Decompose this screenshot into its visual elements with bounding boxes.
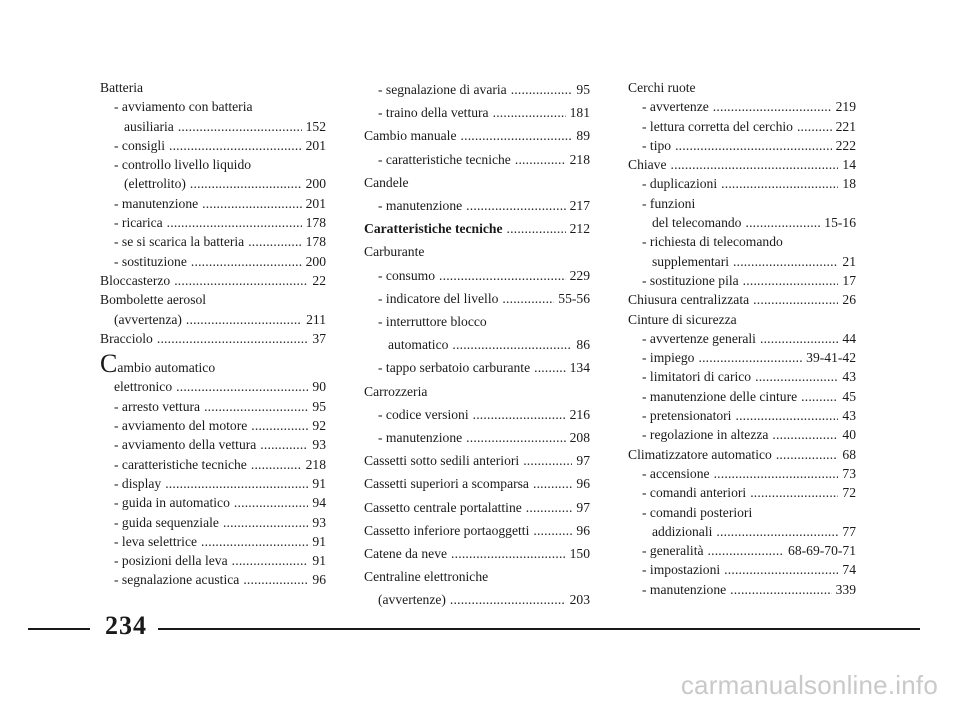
index-entry bbox=[100, 455, 326, 474]
dot-leader bbox=[533, 519, 572, 542]
index-entry-text: automatico bbox=[388, 337, 449, 353]
index-entry bbox=[100, 97, 326, 116]
index-entry-text: Bloccasterzo bbox=[100, 272, 171, 288]
dot-leader bbox=[439, 264, 566, 287]
index-entry bbox=[100, 570, 326, 589]
index-entry-text: - guida sequenziale bbox=[114, 514, 219, 530]
index-entry bbox=[628, 271, 856, 290]
index-entry bbox=[364, 78, 590, 101]
dot-leader bbox=[174, 271, 308, 290]
index-entry-page: 219 bbox=[835, 99, 856, 115]
index-entry-text: - codice versioni bbox=[378, 406, 469, 422]
dot-leader bbox=[724, 560, 838, 579]
index-entry-text: - ricarica bbox=[114, 215, 163, 231]
index-entry bbox=[364, 287, 590, 310]
index-entry-text: - interruttore blocco bbox=[378, 314, 487, 330]
index-entry bbox=[364, 403, 590, 426]
dot-leader bbox=[251, 455, 302, 474]
index-entry bbox=[100, 551, 326, 570]
index-entry bbox=[100, 271, 326, 290]
index-entry-text: - manutenzione bbox=[378, 198, 463, 214]
index-entry-text: Batteria bbox=[100, 80, 144, 95]
dot-leader bbox=[178, 117, 302, 136]
index-entry bbox=[628, 483, 856, 502]
dot-leader bbox=[167, 213, 302, 232]
index-entry bbox=[100, 310, 326, 329]
index-entry bbox=[628, 310, 856, 329]
index-entry bbox=[628, 329, 856, 348]
index-entry-page: 93 bbox=[312, 437, 326, 453]
dot-leader bbox=[675, 136, 832, 155]
index-entry bbox=[100, 474, 326, 493]
index-entry bbox=[628, 387, 856, 406]
index-entry bbox=[364, 426, 590, 449]
index-entry-page: 17 bbox=[842, 272, 856, 288]
dot-leader bbox=[452, 333, 572, 356]
index-entry-text: - caratteristiche tecniche bbox=[378, 151, 511, 167]
index-entry-text: - manutenzione bbox=[378, 430, 463, 446]
index-entry-text: elettronico bbox=[114, 379, 173, 395]
index-entry bbox=[628, 367, 856, 386]
index-entry bbox=[628, 560, 856, 579]
index-entry-text: - consigli bbox=[114, 137, 165, 153]
index-entry bbox=[628, 290, 856, 309]
dot-leader bbox=[234, 493, 309, 512]
index-entry-page: 217 bbox=[569, 198, 590, 214]
footer-rule-right bbox=[158, 628, 920, 630]
index-entry-page: 44 bbox=[842, 330, 856, 346]
index-entry-text: (avvertenze) bbox=[378, 592, 446, 608]
index-entry bbox=[628, 522, 856, 541]
index-entry-page: 216 bbox=[569, 406, 590, 422]
index-entry-page: 77 bbox=[842, 523, 856, 539]
index-entry-text: - indicatore del livello bbox=[378, 290, 499, 306]
index-entry-text: Chiusura centralizzata bbox=[628, 292, 750, 308]
index-entry bbox=[100, 252, 326, 271]
index-entry bbox=[364, 449, 590, 472]
page-number: 234 bbox=[105, 611, 147, 640]
index-entry bbox=[628, 232, 856, 251]
dot-leader bbox=[466, 194, 565, 217]
index-entry bbox=[364, 542, 590, 565]
index-entry-text: - tappo serbatoio carburante bbox=[378, 360, 531, 376]
index-entry-page: 18 bbox=[842, 176, 856, 192]
index-entry-page: 150 bbox=[569, 546, 590, 562]
dot-leader bbox=[202, 194, 301, 213]
index-entry-page: 181 bbox=[569, 105, 590, 121]
index-entry-text: - arresto vettura bbox=[114, 398, 201, 414]
dot-leader bbox=[251, 416, 308, 435]
index-entry-text: del telecomando bbox=[652, 215, 742, 231]
index-entry-text: - posizioni della leva bbox=[114, 553, 228, 569]
dot-leader bbox=[165, 474, 308, 493]
index-entry-text: Cambio manuale bbox=[364, 128, 457, 144]
index-entry bbox=[364, 217, 590, 240]
index-entry bbox=[628, 117, 856, 136]
index-entry bbox=[100, 117, 326, 136]
index-entry-text: - sostituzione bbox=[114, 253, 187, 269]
index-entry bbox=[364, 101, 590, 124]
index-entry bbox=[100, 155, 326, 174]
dot-leader bbox=[776, 445, 839, 464]
index-entry-page: 74 bbox=[842, 562, 856, 578]
index-entry-text: - controllo livello liquido bbox=[114, 157, 252, 173]
index-entry bbox=[100, 493, 326, 512]
index-entry-text: Carrozzeria bbox=[364, 383, 428, 399]
dot-leader bbox=[190, 174, 302, 193]
index-entry-text: - duplicazioni bbox=[642, 176, 718, 192]
index-entry-text: Climatizzatore automatico bbox=[628, 446, 772, 462]
index-entry-page: 201 bbox=[305, 195, 326, 211]
dot-leader bbox=[797, 117, 832, 136]
index-entry-text: - funzioni bbox=[642, 195, 696, 211]
index-entry-page: 229 bbox=[569, 267, 590, 283]
dot-leader bbox=[466, 426, 565, 449]
index-entry bbox=[628, 252, 856, 271]
index-entry-text: Cassetto centrale portalattine bbox=[364, 499, 522, 515]
index-entry bbox=[628, 464, 856, 483]
index-entry-page: 90 bbox=[312, 379, 326, 395]
index-entry bbox=[100, 136, 326, 155]
index-entry-text: - avviamento del motore bbox=[114, 418, 248, 434]
dot-leader bbox=[260, 435, 308, 454]
index-entry-text: Cerchi ruote bbox=[628, 80, 696, 95]
index-entry-text: - avvertenze bbox=[642, 99, 709, 115]
dot-leader bbox=[743, 271, 839, 290]
index-entry-page: 95 bbox=[312, 398, 326, 414]
dot-leader bbox=[745, 213, 820, 232]
index-entry bbox=[364, 333, 590, 356]
index-entry-page: 89 bbox=[576, 128, 590, 144]
index-entry-page: 91 bbox=[312, 553, 326, 569]
index-entry-text: - manutenzione bbox=[642, 581, 727, 597]
index-entry-page: 22 bbox=[312, 272, 326, 288]
index-entry-page: 94 bbox=[312, 495, 326, 511]
index-entry-page: 93 bbox=[312, 514, 326, 530]
index-entry bbox=[100, 532, 326, 551]
index-entry-text: - generalità bbox=[642, 543, 704, 559]
index-entry-text: ausiliaria bbox=[124, 118, 174, 134]
index-entry-text: - caratteristiche tecniche bbox=[114, 456, 247, 472]
index-entry-text: - manutenzione delle cinture bbox=[642, 388, 798, 404]
index-entry-text: Cassetti sotto sedili anteriori bbox=[364, 453, 520, 469]
index-entry-page: 96 bbox=[312, 572, 326, 588]
dot-leader bbox=[201, 532, 308, 551]
index-entry bbox=[628, 97, 856, 116]
index-entry-text: Cinture di sicurezza bbox=[628, 311, 737, 327]
index-entry-page: 134 bbox=[569, 360, 590, 376]
index-entry-text: Bracciolo bbox=[100, 330, 153, 346]
index-entry-text: - avvertenze generali bbox=[642, 330, 756, 346]
index-entry-text: - se si scarica la batteria bbox=[114, 234, 245, 250]
index-entry bbox=[628, 155, 856, 174]
index-entry-page: 339 bbox=[835, 581, 856, 597]
dot-leader bbox=[526, 496, 573, 519]
index-entry bbox=[100, 290, 326, 309]
index-entry-page: 68 bbox=[842, 446, 856, 462]
index-entry-text: Caratteristiche tecniche bbox=[364, 221, 503, 237]
index-entry-page: 212 bbox=[569, 221, 590, 237]
index-entry-page: 86 bbox=[576, 337, 590, 353]
index-entry-text: - impostazioni bbox=[642, 562, 721, 578]
index-entry-page: 152 bbox=[305, 118, 326, 134]
index-entry-text: - sostituzione pila bbox=[642, 272, 739, 288]
index-entry-page: 68-69-70-71 bbox=[788, 543, 856, 559]
index-entry bbox=[628, 213, 856, 232]
index-entry-text: Carburante bbox=[364, 244, 425, 260]
index-entry-text: Cassetto inferiore portaoggetti bbox=[364, 522, 530, 538]
dot-leader bbox=[248, 232, 301, 251]
index-entry-page: 72 bbox=[842, 485, 856, 501]
index-entry-page: 14 bbox=[842, 157, 856, 173]
index-entry-text: Cambio automatico bbox=[100, 349, 216, 379]
index-entry bbox=[100, 78, 326, 97]
index-entry bbox=[100, 397, 326, 416]
dot-leader bbox=[502, 287, 554, 310]
index-entry bbox=[100, 329, 326, 348]
index-entry bbox=[364, 588, 590, 611]
dot-leader bbox=[473, 403, 566, 426]
index-entry bbox=[364, 519, 590, 542]
dot-leader bbox=[735, 406, 838, 425]
index-entry-page: 15-16 bbox=[824, 215, 856, 231]
index-entry-text: - impiego bbox=[642, 350, 695, 366]
index-entry-text: Chiave bbox=[628, 157, 667, 173]
index-entry bbox=[364, 496, 590, 519]
index-entry-text: - segnalazione di avaria bbox=[378, 82, 507, 97]
dot-leader bbox=[461, 124, 573, 147]
index-entry bbox=[100, 194, 326, 213]
dot-leader bbox=[493, 101, 566, 124]
index-entry-page: 200 bbox=[305, 176, 326, 192]
index-entry-page: 200 bbox=[305, 253, 326, 269]
dot-leader bbox=[223, 513, 308, 532]
index-entry-page: 211 bbox=[306, 311, 326, 327]
dot-leader bbox=[714, 464, 839, 483]
index-entry-page: 203 bbox=[569, 592, 590, 608]
index-entry-page: 40 bbox=[842, 427, 856, 443]
index-entry-text: Catene da neve bbox=[364, 546, 448, 562]
dot-leader bbox=[671, 155, 839, 174]
index-entry bbox=[628, 194, 856, 213]
dot-leader bbox=[708, 541, 785, 560]
index-column-1 bbox=[100, 78, 326, 590]
index-entry bbox=[628, 406, 856, 425]
index-entry-text: - limitatori di carico bbox=[642, 369, 752, 385]
index-entry-text: - accensione bbox=[642, 465, 710, 481]
index-entry-page: 43 bbox=[842, 369, 856, 385]
index-entry-text: - avviamento della vettura bbox=[114, 437, 257, 453]
index-entry-text: - display bbox=[114, 475, 162, 491]
index-entry-text: - manutenzione bbox=[114, 195, 199, 211]
watermark: carmanualsonline.info bbox=[680, 670, 938, 700]
index-entry bbox=[364, 194, 590, 217]
index-entry-page: 91 bbox=[312, 475, 326, 491]
index-entry bbox=[100, 377, 326, 396]
index-entry bbox=[100, 349, 326, 379]
dot-leader bbox=[533, 472, 572, 495]
index-entry bbox=[364, 124, 590, 147]
index-entry-page: 201 bbox=[305, 137, 326, 153]
index-entry bbox=[628, 174, 856, 193]
index-entry-page: 97 bbox=[576, 453, 590, 469]
index-entry-text: - segnalazione acustica bbox=[114, 572, 240, 588]
index-entry-text: - comandi posteriori bbox=[642, 504, 753, 520]
index-entry-page: 96 bbox=[576, 476, 590, 492]
index-entry bbox=[364, 148, 590, 171]
dot-leader bbox=[772, 425, 838, 444]
index-entry bbox=[364, 240, 590, 263]
dot-leader bbox=[713, 97, 832, 116]
index-entry-text: - traino della vettura bbox=[378, 105, 489, 121]
index-entry-text: - consumo bbox=[378, 267, 436, 283]
index-entry-text: - avviamento con batteria bbox=[114, 99, 253, 115]
dot-leader bbox=[801, 387, 838, 406]
dot-leader bbox=[755, 367, 838, 386]
index-entry bbox=[628, 425, 856, 444]
index-entry bbox=[628, 348, 856, 367]
index-entry bbox=[628, 503, 856, 522]
footer-rule-left bbox=[28, 628, 90, 630]
index-entry-page: 178 bbox=[305, 234, 326, 250]
index-entry-text: - lettura corretta del cerchio bbox=[642, 118, 793, 134]
index-entry-page: 222 bbox=[835, 137, 856, 153]
index-entry bbox=[628, 541, 856, 560]
index-column-3 bbox=[628, 78, 856, 599]
index-entry-text: (avvertenza) bbox=[114, 311, 182, 327]
index-entry-text: Centraline elettroniche bbox=[364, 569, 489, 585]
index-entry bbox=[628, 445, 856, 464]
index-entry bbox=[628, 580, 856, 599]
index-entry-page: 95 bbox=[576, 82, 590, 97]
index-entry bbox=[100, 513, 326, 532]
index-entry-text: - leva selettrice bbox=[114, 533, 198, 549]
index-entry-text: - regolazione in altezza bbox=[642, 427, 769, 443]
index-entry-text: - comandi anteriori bbox=[642, 485, 747, 501]
index-entry bbox=[364, 565, 590, 588]
index-entry bbox=[100, 416, 326, 435]
index-entry bbox=[364, 264, 590, 287]
index-entry-page: 73 bbox=[842, 465, 856, 481]
index-entry-page: 55-56 bbox=[558, 290, 590, 306]
index-entry-page: 221 bbox=[835, 118, 856, 134]
index-entry-page: 208 bbox=[569, 430, 590, 446]
index-entry-page: 96 bbox=[576, 522, 590, 538]
dot-leader bbox=[534, 356, 566, 379]
index-entry-page: 43 bbox=[842, 408, 856, 424]
dot-leader bbox=[204, 397, 308, 416]
index-entry-page: 26 bbox=[842, 292, 856, 308]
dot-leader bbox=[515, 148, 566, 171]
dot-leader bbox=[243, 570, 308, 589]
index-entry bbox=[100, 435, 326, 454]
index-entry bbox=[364, 356, 590, 379]
index-entry-page: 21 bbox=[842, 253, 856, 269]
index-entry-text: - richiesta di telecomando bbox=[642, 234, 783, 250]
dot-leader bbox=[730, 580, 831, 599]
dot-leader bbox=[760, 329, 838, 348]
dot-leader bbox=[176, 377, 308, 396]
dot-leader bbox=[169, 136, 302, 155]
index-column-2 bbox=[364, 78, 590, 612]
dot-leader bbox=[450, 588, 566, 611]
index-entry bbox=[364, 472, 590, 495]
dot-leader bbox=[716, 522, 838, 541]
index-entry-text: addizionali bbox=[652, 523, 713, 539]
index-entry bbox=[100, 174, 326, 193]
index-entry-text: (elettrolito) bbox=[124, 176, 186, 192]
dot-leader bbox=[186, 310, 302, 329]
index-entry-page: 39-41-42 bbox=[806, 350, 856, 366]
index-entry bbox=[364, 171, 590, 194]
dot-leader bbox=[733, 252, 838, 271]
index-entry bbox=[628, 136, 856, 155]
index-entry bbox=[628, 78, 856, 97]
index-entry-page: 97 bbox=[576, 499, 590, 515]
index-entry bbox=[100, 213, 326, 232]
dot-leader bbox=[511, 78, 573, 101]
dot-leader bbox=[721, 174, 838, 193]
dot-leader bbox=[750, 483, 838, 502]
index-entry-text: Bombolette aerosol bbox=[100, 292, 207, 308]
dot-leader bbox=[451, 542, 566, 565]
dot-leader bbox=[157, 329, 309, 348]
index-entry-text: supplementari bbox=[652, 253, 730, 269]
index-entry-page: 218 bbox=[305, 456, 326, 472]
index-entry bbox=[100, 232, 326, 251]
dot-leader bbox=[232, 551, 309, 570]
index-entry bbox=[364, 380, 590, 403]
index-entry-page: 178 bbox=[305, 215, 326, 231]
index-entry-page: 37 bbox=[312, 330, 326, 346]
dot-leader bbox=[698, 348, 802, 367]
dot-leader bbox=[523, 449, 572, 472]
index-entry-text: Candele bbox=[364, 174, 409, 190]
index-entry-text: - guida in automatico bbox=[114, 495, 230, 511]
index-entry-page: 91 bbox=[312, 533, 326, 549]
index-entry-page: 92 bbox=[312, 418, 326, 434]
dot-leader bbox=[507, 217, 566, 240]
index-entry-page: 218 bbox=[569, 151, 590, 167]
dot-leader bbox=[753, 290, 838, 309]
index-entry-text: - tipo bbox=[642, 137, 672, 153]
index-entry-text: Cassetti superiori a scomparsa bbox=[364, 476, 529, 492]
index-entry-text: - pretensionatori bbox=[642, 408, 732, 424]
dot-leader bbox=[191, 252, 302, 271]
index-entry-page: 45 bbox=[842, 388, 856, 404]
index-entry bbox=[364, 310, 590, 333]
